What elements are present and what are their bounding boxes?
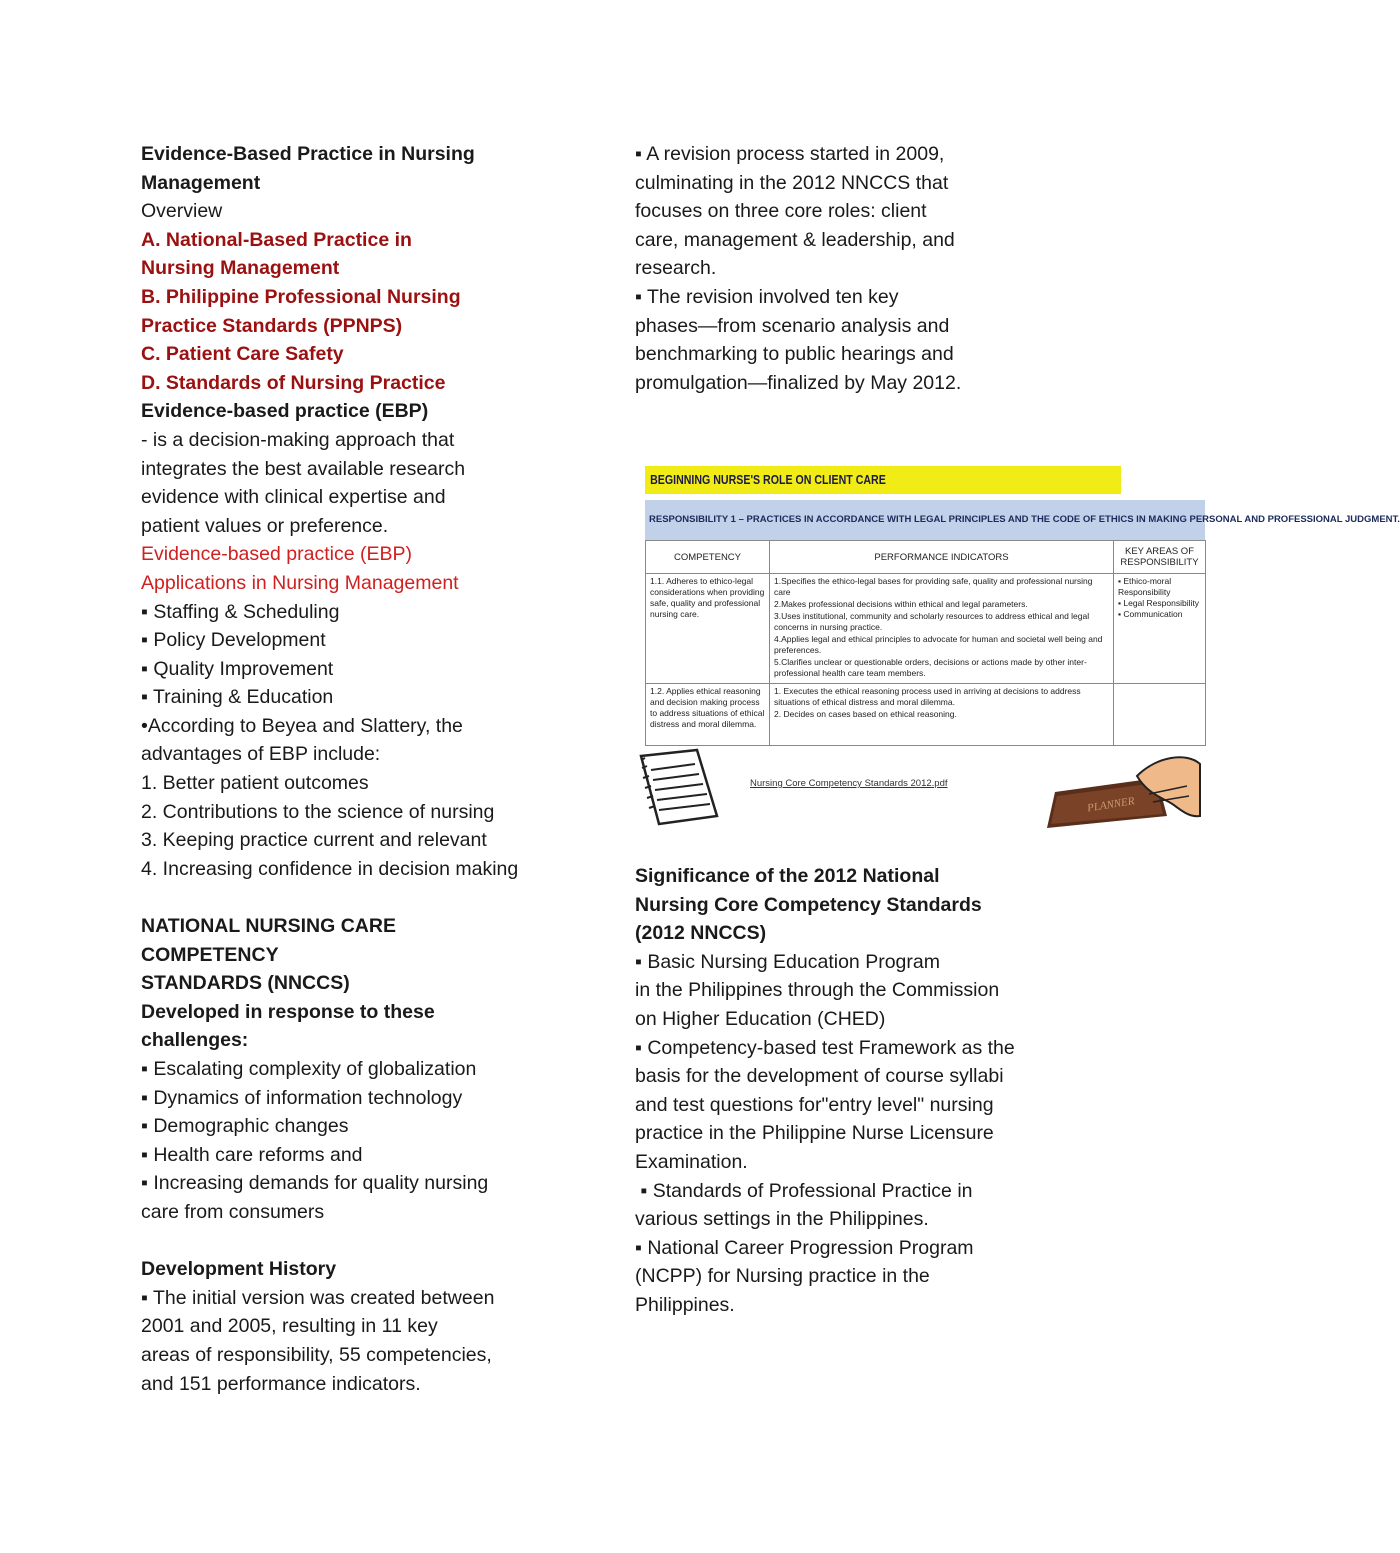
figure-title: BEGINNING NURSE'S ROLE ON CLIENT CARE xyxy=(645,466,1121,494)
indicator: 2. Decides on cases based on ethical reasoning. xyxy=(774,709,957,719)
challenge-item: ▪ Escalating complexity of globalization xyxy=(141,1058,477,1080)
pdf-link[interactable]: Nursing Core Competency Standards 2012.pdf xyxy=(750,778,948,789)
area-item: ▪ Legal Responsibility xyxy=(1118,598,1199,608)
significance-line: (NCPP) for Nursing practice in the xyxy=(635,1265,930,1288)
significance-line: various settings in the Philippines. xyxy=(635,1208,929,1231)
significance-section xyxy=(635,862,1015,1320)
challenge-item: ▪ Demographic changes xyxy=(141,1115,349,1138)
competency-cell: 1.1. Adheres to ethico-legal considerations when providing safe, quality and professional nursing care. xyxy=(646,574,770,684)
history-line: ▪ The initial version was created between xyxy=(141,1286,495,1309)
application-item: ▪ Quality Improvement xyxy=(141,657,334,680)
significance-heading: Nursing Core Competency Standards xyxy=(635,893,982,916)
left-column xyxy=(141,140,581,1398)
indicators-cell xyxy=(770,684,1114,746)
nnccs-subheading: challenges: xyxy=(141,1029,249,1052)
history-line: and 151 performance indicators. xyxy=(141,1372,421,1395)
competency-cell: 1.2. Applies ethical reasoning and decision making process to address situations of ethical distress and moral dilemma. xyxy=(646,684,770,746)
overview-label: Overview xyxy=(141,200,223,223)
application-item: ▪ Staffing & Scheduling xyxy=(141,600,340,623)
applications-heading: Applications in Nursing Management xyxy=(141,571,459,594)
areas-cell xyxy=(1114,684,1206,746)
challenge-item: ▪ Health care reforms and xyxy=(141,1143,363,1166)
revision-line: culminating in the 2012 NNCCS that xyxy=(635,171,949,194)
areas-cell xyxy=(1114,574,1206,684)
toc-item: D. Standards of Nursing Practice xyxy=(141,371,446,394)
nnccs-heading: STANDARDS (NNCCS) xyxy=(141,972,350,995)
advantages-intro: advantages of EBP include: xyxy=(141,743,381,766)
toc-item: C. Patient Care Safety xyxy=(141,343,344,366)
advantage-item: 4. Increasing confidence in decision making xyxy=(141,857,519,880)
indicators-cell xyxy=(770,574,1114,684)
right-column xyxy=(635,140,1075,397)
ebp-heading: Evidence-based practice (EBP) xyxy=(141,400,429,423)
competency-table-image xyxy=(637,456,1400,828)
figure-responsibility: RESPONSIBILITY 1 – PRACTICES IN ACCORDANCE WITH LEGAL PRINCIPLES AND THE CODE OF ETHICS IN MAKING PERSONAL AND PROFESSIONAL JUDGMENT. xyxy=(645,500,1205,540)
competency-table xyxy=(645,540,1206,746)
revision-line: focuses on three core roles: client xyxy=(635,200,927,223)
application-item: ▪ Training & Education xyxy=(141,686,334,709)
revision-line: promulgation—finalized by May 2012. xyxy=(635,371,962,394)
area-item: ▪ Communication xyxy=(1118,609,1183,619)
doc-title-line-1: Evidence-Based Practice in Nursing xyxy=(141,143,475,165)
revision-line: care, management & leadership, and xyxy=(635,228,955,251)
significance-line: ▪ Competency-based test Framework as the xyxy=(635,1036,1015,1059)
significance-line: and test questions for"entry level" nursing xyxy=(635,1093,994,1116)
area-item: ▪ Ethico-moral Responsibility xyxy=(1118,576,1172,597)
significance-line: ▪ Standards of Professional Practice in xyxy=(635,1179,973,1202)
significance-line: Philippines. xyxy=(635,1293,735,1316)
indicator: 4.Applies legal and ethical principles to advocate for human and societal well being and preferences. xyxy=(774,634,1103,655)
significance-line: ▪ Basic Nursing Education Program xyxy=(635,950,940,973)
indicator: 1. Executes the ethical reasoning process used in arriving at decisions to address situations of ethical distress and moral dilemma. xyxy=(774,686,1081,707)
toc-item: Practice Standards (PPNPS) xyxy=(141,314,403,337)
nnccs-subheading: Developed in response to these xyxy=(141,1000,435,1023)
toc-item: Nursing Management xyxy=(141,257,340,280)
significance-line: basis for the development of course syllabi xyxy=(635,1065,1004,1088)
ebp-definition-line: evidence with clinical expertise and xyxy=(141,486,446,509)
indicator: 5.Clarifies unclear or questionable orders, decisions or actions made by other inter-professional health care team members. xyxy=(774,657,1087,678)
indicator: 2.Makes professional decisions within ethical and legal parameters. xyxy=(774,599,1028,609)
significance-heading: Significance of the 2012 National xyxy=(635,865,940,887)
ebp-definition-line: patient values or preference. xyxy=(141,514,389,537)
column-header: PERFORMANCE INDICATORS xyxy=(770,541,1114,574)
toc-item: A. National-Based Practice in xyxy=(141,228,412,251)
indicator: 3.Uses institutional, community and scholarly resources to address ethical and legal concerns in nursing practice. xyxy=(774,611,1090,632)
challenge-item: care from consumers xyxy=(141,1200,325,1223)
planner-hand-icon xyxy=(1037,756,1200,828)
revision-line: research. xyxy=(635,257,717,280)
revision-line: phases—from scenario analysis and xyxy=(635,314,950,337)
column-header: KEY AREAS OF RESPONSIBILITY xyxy=(1114,541,1206,574)
significance-line: practice in the Philippine Nurse Licensure xyxy=(635,1122,994,1145)
nnccs-heading: NATIONAL NURSING CARE xyxy=(141,915,396,938)
advantages-intro: •According to Beyea and Slattery, the xyxy=(141,714,463,737)
table-row xyxy=(646,684,1206,746)
nnccs-heading: COMPETENCY xyxy=(141,943,279,966)
table-row xyxy=(646,574,1206,684)
significance-line: ▪ National Career Progression Program xyxy=(635,1236,974,1259)
application-item: ▪ Policy Development xyxy=(141,629,326,652)
history-heading: Development History xyxy=(141,1258,337,1281)
history-line: 2001 and 2005, resulting in 11 key xyxy=(141,1315,438,1338)
significance-line: Examination. xyxy=(635,1150,748,1173)
revision-line: benchmarking to public hearings and xyxy=(635,343,954,366)
challenge-item: ▪ Increasing demands for quality nursing xyxy=(141,1172,489,1195)
significance-heading: (2012 NNCCS) xyxy=(635,922,767,945)
doc-title-line-2: Management xyxy=(141,171,261,194)
svg-text:PLANNER: PLANNER xyxy=(1086,795,1136,815)
toc-item: B. Philippine Professional Nursing xyxy=(141,285,461,308)
indicator: 1.Specifies the ethico-legal bases for providing safe, quality and professional nursing care xyxy=(774,576,1093,597)
advantage-item: 2. Contributions to the science of nursing xyxy=(141,800,495,823)
ebp-definition-line: - is a decision-making approach that xyxy=(141,428,455,451)
advantage-item: 1. Better patient outcomes xyxy=(141,772,369,795)
notebook-icon xyxy=(637,746,727,828)
column-header: COMPETENCY xyxy=(646,541,770,574)
advantage-item: 3. Keeping practice current and relevant xyxy=(141,829,487,852)
applications-heading: Evidence-based practice (EBP) xyxy=(141,543,412,566)
ebp-definition-line: integrates the best available research xyxy=(141,457,466,480)
revision-line: ▪ A revision process started in 2009, xyxy=(635,143,945,165)
table-header-row xyxy=(646,541,1206,574)
significance-line: on Higher Education (CHED) xyxy=(635,1007,886,1030)
significance-line: in the Philippines through the Commission xyxy=(635,979,1000,1002)
revision-line: ▪ The revision involved ten key xyxy=(635,285,899,308)
challenge-item: ▪ Dynamics of information technology xyxy=(141,1086,463,1109)
history-line: areas of responsibility, 55 competencies, xyxy=(141,1343,492,1366)
